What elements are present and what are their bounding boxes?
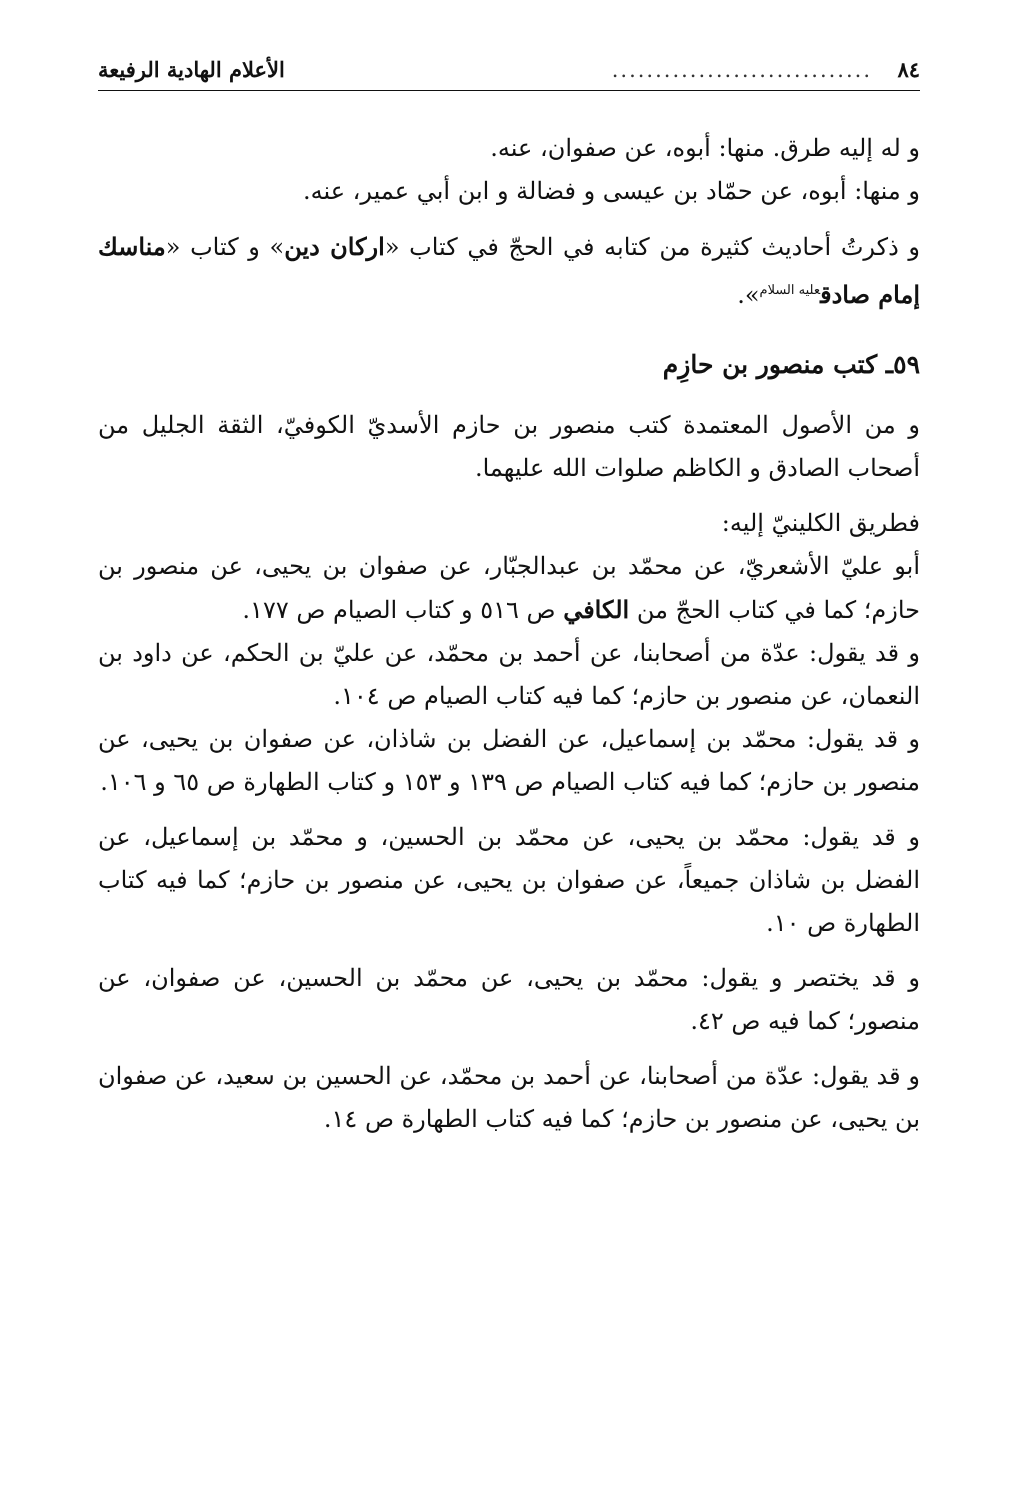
section-paragraph-7: و قد يختصر و يقول: محمّد بن يحيى، عن محمّد بن الحسين، عن صفوان، عن منصور؛ كما فيه ص ٤٢.: [98, 964, 920, 1035]
p3-before: أبو عليّ الأشعريّ، عن محمّد بن عبدالجبّار، عن صفوان بن يحيى، عن منصور بن حازم؛ كما في كتاب الحجّ من: [98, 552, 920, 624]
running-book-title: الأعلام الهادية الرفيعة: [98, 57, 285, 82]
section-paragraph-6: و قد يقول: محمّد بن يحيى، عن محمّد بن الحسين، و محمّد بن إسماعيل، عن الفضل بن شاذان جميعاً، عن صفوان بن يحيى، عن منصور بن حازم؛ كما فيه كتاب الطهارة ص ١٠.: [98, 823, 920, 937]
intro-line-3-prefix: و ذكرتُ أحاديث كثيرة من كتابه في الحجّ في كتاب «: [384, 233, 920, 261]
p3-after: ص ٥١٦ و كتاب الصيام ص ١٧٧.: [242, 596, 564, 624]
intro-line-3-suffix: ».: [737, 281, 760, 309]
page-number: ٨٤: [897, 57, 920, 82]
header-dot-leader: ..............................: [611, 58, 872, 82]
intro-line-2: و منها: أبوه، عن حمّاد بن عيسى و فضالة و ابن أبي عمير، عنه.: [302, 177, 920, 205]
intro-line-1: و له إليه طرق. منها: أبوه، عن صفوان، عنه.: [490, 134, 920, 162]
honorific-glyph: عليه السلام: [759, 283, 821, 298]
section-paragraph-1: و من الأصول المعتمدة كتب منصور بن حازم الأسديّ الكوفيّ، الثقة الجليل من أصحاب الصادق و الكاظم صلوات الله عليهما.: [98, 411, 920, 482]
intro-line-3: [98, 225, 920, 317]
section-paragraph-3: [98, 545, 920, 632]
section-paragraph-2: فطريق الكلينيّ إليه:: [721, 509, 920, 537]
section-heading: ٥٩ـ كتب منصور بن حازِم: [662, 350, 920, 379]
section-paragraph-4: و قد يقول: عدّة من أصحابنا، عن أحمد بن محمّد، عن عليّ بن الحكم، عن داود بن النعمان، عن منصور بن حازم؛ كما فيه كتاب الصيام ص ١٠٤.: [98, 639, 920, 710]
book-name-kafi: الكافي: [563, 595, 630, 624]
section-paragraph-5: و قد يقول: محمّد بن إسماعيل، عن الفضل بن شاذان، عن صفوان بن يحيى، عن منصور بن حازم؛ كما فيه كتاب الصيام ص ١٣٩ و ١٥٣ و كتاب الطهارة ص ٦٥ و ١٠٦.: [98, 725, 920, 796]
document-page: [98, 50, 920, 1470]
book-name-arkan-din: اركان دين: [284, 232, 385, 261]
page-header: [98, 50, 920, 91]
intro-line-3-mid: » و كتاب «: [165, 233, 285, 261]
section-paragraph-8: و قد يقول: عدّة من أصحابنا، عن أحمد بن محمّد، عن الحسين بن سعيد، عن صفوان بن يحيى، عن منصور بن حازم؛ كما فيه كتاب الطهارة ص ١٤.: [98, 1062, 920, 1133]
page-body: [98, 127, 920, 1141]
book-name-manasik: مناسك إمام صادق: [98, 232, 920, 309]
